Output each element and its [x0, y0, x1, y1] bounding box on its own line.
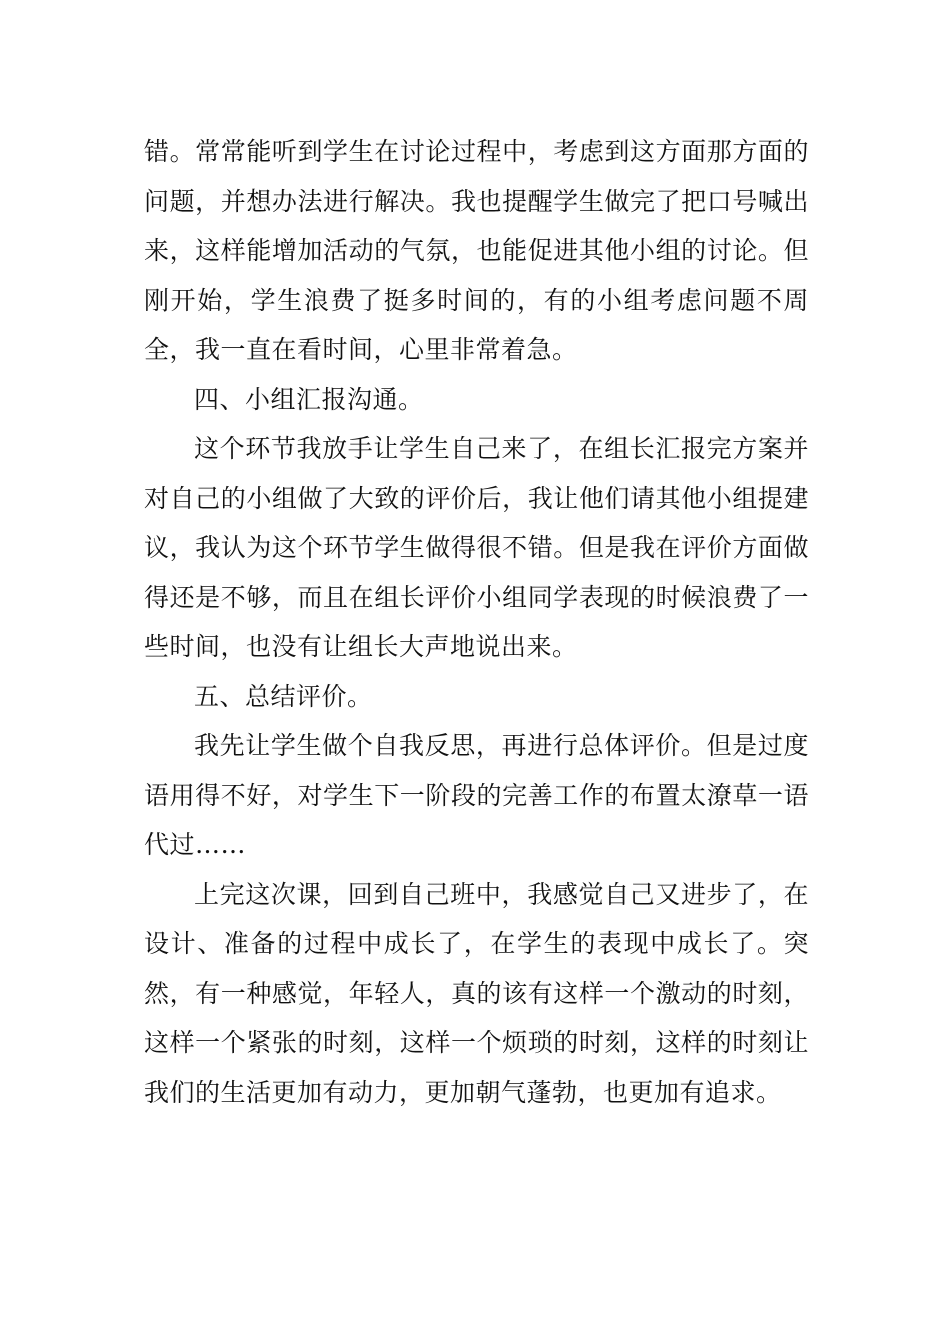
paragraph-continuation: 错。常常能听到学生在讨论过程中，考虑到这方面那方面的问题，并想办法进行解决。我也提醒学生做完了把口号喊出来，这样能增加活动的气氛，也能促进其他小组的讨论。但刚开始，学生浪费了挺多时间的，有的小组考虑问题不周全，我一直在看时间，心里非常着急。	[144, 137, 809, 364]
paragraph-group-report: 这个环节我放手让学生自己来了，在组长汇报完方案并对自己的小组做了大致的评价后，我让他们请其他小组提建议，我认为这个环节学生做得很不错。但是我在评价方面做得还是不够，而且在组长评价小组同学表现的时候浪费了一些时间，也没有让组长大声地说出来。	[144, 434, 809, 661]
paragraph-summary: 我先让学生做个自我反思，再进行总体评价。但是过度语用得不好，对学生下一阶段的完善工作的布置太潦草一语代过……	[144, 731, 809, 859]
section-heading-summary: 五、总结评价。	[194, 681, 373, 711]
document-body	[144, 127, 809, 1117]
paragraph-reflection: 上完这次课，回到自己班中，我感觉自己又进步了，在设计、准备的过程中成长了，在学生的表现中成长了。突然，有一种感觉，年轻人，真的该有这样一个激动的时刻，这样一个紧张的时刻，这样一个烦琐的时刻，这样的时刻让我们的生活更加有动力，更加朝气蓬勃，也更加有追求。	[144, 879, 809, 1107]
section-heading-group-report: 四、小组汇报沟通。	[194, 384, 424, 414]
